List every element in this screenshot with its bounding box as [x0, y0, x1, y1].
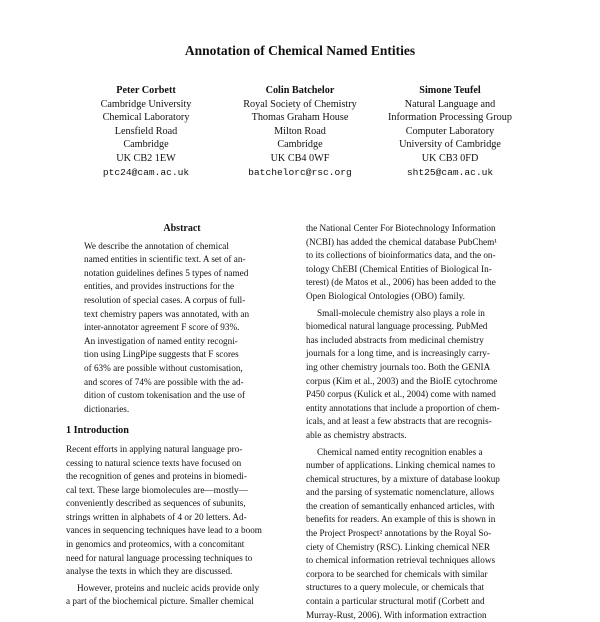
body-line: the creation of semantically enhanced articles, with	[306, 500, 536, 514]
abstract-line: inter-annotator agreement F score of 93%.	[84, 321, 290, 335]
body-line: number of applications. Linking chemical names to	[306, 459, 536, 473]
body-line: benefits for readers. An example of this is shown in	[306, 513, 536, 527]
author-affiliation-line: Thomas Graham House	[220, 111, 380, 125]
right-paragraph-2	[306, 307, 536, 443]
author-affiliation-line: Royal Society of Chemistry	[220, 98, 380, 112]
author-block	[0, 84, 600, 184]
abstract-line: resolution of special cases. A corpus of full-	[84, 294, 290, 308]
abstract-line: and scores of 74% are possible with the ad-	[84, 376, 290, 390]
body-line: conveniently described as sequences of subunits,	[66, 497, 298, 511]
author-affiliation-line: Computer Laboratory	[370, 125, 530, 139]
author-affiliation-line: UK CB4 0WF	[220, 152, 380, 166]
right-paragraph-1	[306, 222, 536, 304]
author-affiliation-line: Cambridge	[220, 138, 380, 152]
body-line: cessing to natural science texts have focused on	[66, 457, 298, 471]
body-line: corpus (Kim et al., 2003) and the BioIE cytochrome	[306, 375, 536, 389]
author-affiliation-line: Natural Language and	[370, 98, 530, 112]
body-line: Open Biological Ontologies (OBO) family.	[306, 290, 536, 304]
body-line: tology ChEBI (Chemical Entities of Biological In-	[306, 263, 536, 277]
abstract-line: of 63% are possible without customisation,	[84, 362, 290, 376]
author-affiliation-line: University of Cambridge	[370, 138, 530, 152]
section-heading: 1 Introduction	[66, 424, 298, 438]
abstract-line: entities, and provides instructions for the	[84, 280, 290, 294]
author-email[interactable]: batchelorc@rsc.org	[220, 166, 380, 180]
paper-title: Annotation of Chemical Named Entities	[0, 43, 600, 59]
author-3	[370, 84, 530, 179]
author-2	[220, 84, 380, 179]
body-line: chemical structures, by a mixture of database lookup	[306, 473, 536, 487]
body-line: Murray-Rust, 2006). With information extraction	[306, 609, 536, 622]
intro-paragraph-2	[66, 582, 298, 609]
body-line: the National Center For Biotechnology Information	[306, 222, 536, 236]
abstract-line: dition of custom tokenisation and the use of	[84, 389, 290, 403]
left-column	[66, 222, 298, 609]
author-affiliation-line: Cambridge University	[66, 98, 226, 112]
body-line: in genomics and proteomics, with a concomitant	[66, 538, 298, 552]
abstract-line: We describe the annotation of chemical	[84, 240, 290, 254]
body-line: Chemical named entity recognition enables a	[306, 446, 536, 460]
abstract-line: dictionaries.	[84, 403, 290, 417]
author-email[interactable]: sht25@cam.ac.uk	[370, 166, 530, 180]
body-line: ciety of Chemistry (RSC). Linking chemical NER	[306, 541, 536, 555]
body-line: ing other chemistry journals too. Both the GENIA	[306, 361, 536, 375]
author-affiliation-line: Cambridge	[66, 138, 226, 152]
body-line: has included abstracts from medicinal chemistry	[306, 334, 536, 348]
body-line: the Project Prospect² annotations by the Royal So-	[306, 527, 536, 541]
body-line: able as chemistry abstracts.	[306, 429, 536, 443]
body-line: icals, and at least a few abstracts that are recognis-	[306, 415, 536, 429]
author-affiliation-line: Chemical Laboratory	[66, 111, 226, 125]
right-paragraph-3	[306, 446, 536, 622]
body-line: Recent efforts in applying natural language pro-	[66, 443, 298, 457]
abstract-heading: Abstract	[66, 222, 298, 236]
body-line: need for natural language processing techniques to	[66, 552, 298, 566]
body-line: P450 corpus (Kulick et al., 2004) come with named	[306, 388, 536, 402]
author-name: Peter Corbett	[66, 84, 226, 98]
body-line: biomedical natural language processing. PubMed	[306, 320, 536, 334]
right-column	[306, 222, 536, 622]
body-line: However, proteins and nucleic acids provide only	[66, 582, 298, 596]
body-line: entity annotations that include a proportion of chem-	[306, 402, 536, 416]
author-name: Simone Teufel	[370, 84, 530, 98]
body-line: contain a particular structural motif (Corbett and	[306, 595, 536, 609]
body-line: vances in sequencing techniques have lead to a boom	[66, 524, 298, 538]
abstract-line: tion using LingPipe suggests that F scores	[84, 348, 290, 362]
abstract-line: An investigation of named entity recogni-	[84, 335, 290, 349]
body-line: terest) (de Matos et al., 2006) has been added to the	[306, 276, 536, 290]
body-line: to its collections of bioinformatics data, and the on-	[306, 249, 536, 263]
body-line: Small-molecule chemistry also plays a role in	[306, 307, 536, 321]
author-1	[66, 84, 226, 179]
body-line: journals for a long time, and is increasingly carry-	[306, 347, 536, 361]
abstract-body	[66, 240, 298, 417]
intro-paragraph-1	[66, 443, 298, 579]
author-name: Colin Batchelor	[220, 84, 380, 98]
author-affiliation-line: Information Processing Group	[370, 111, 530, 125]
body-line: (NCBI) has added the chemical database PubChem¹	[306, 236, 536, 250]
body-line: corpora to be searched for chemicals with similar	[306, 568, 536, 582]
body-line: a part of the biochemical picture. Smaller chemical	[66, 595, 298, 609]
body-line: cal text. These large biomolecules are—mostly—	[66, 484, 298, 498]
body-line: the recognition of genes and proteins in biomedi-	[66, 470, 298, 484]
body-line: to chemical information retrieval techniques allows	[306, 554, 536, 568]
body-line: strings written in alphabets of 4 or 20 letters. Ad-	[66, 511, 298, 525]
body-line: and the parsing of systematic nomenclature, allows	[306, 486, 536, 500]
abstract-line: notation guidelines defines 5 types of named	[84, 267, 290, 281]
author-affiliation-line: UK CB2 1EW	[66, 152, 226, 166]
abstract-line: text chemistry papers was annotated, with an	[84, 308, 290, 322]
body-line: analyse the texts in which they are discussed.	[66, 565, 298, 579]
author-affiliation-line: Lensfield Road	[66, 125, 226, 139]
author-affiliation-line: UK CB3 0FD	[370, 152, 530, 166]
abstract-line: named entities in scientific text. A set of an-	[84, 253, 290, 267]
author-affiliation-line: Milton Road	[220, 125, 380, 139]
body-line: structures to a query molecule, or chemicals that	[306, 581, 536, 595]
author-email[interactable]: ptc24@cam.ac.uk	[66, 166, 226, 180]
